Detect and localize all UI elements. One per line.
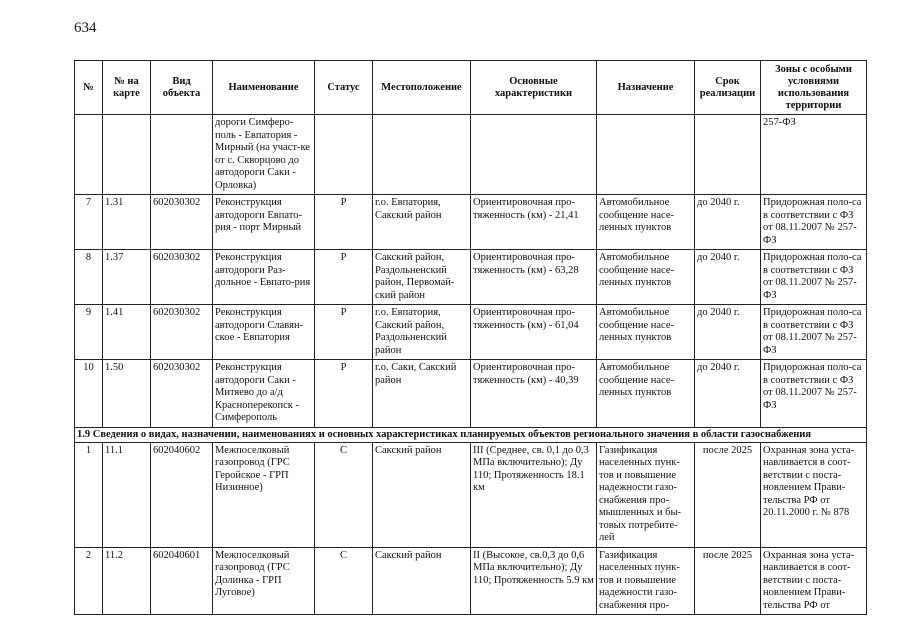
zones-cell: Придорожная поло-са в соответствии с ФЗ от 08.11.2007 № 257-ФЗ — [761, 360, 867, 428]
status-cell: Р — [315, 250, 373, 305]
map-number: 1.41 — [103, 305, 151, 360]
object-type: 602030302 — [151, 305, 213, 360]
table-row — [75, 305, 867, 360]
map-number: 1.31 — [103, 195, 151, 250]
page-number: 634 — [74, 20, 97, 36]
location-cell: г.о. Евпатория, Сакский район — [373, 195, 471, 250]
characteristics-cell: II (Высокое, св.0,3 до 0,6 МПа включительно); Ду 110; Протяженность 5.9 км — [471, 547, 597, 615]
header-row — [75, 61, 867, 115]
name-cell: Реконструкция автодороги Славян-ское - Евпатория — [213, 305, 315, 360]
object-type: 602040602 — [151, 442, 213, 547]
table-row — [75, 115, 867, 195]
object-type: 602030302 — [151, 195, 213, 250]
table-row — [75, 360, 867, 428]
zones-cell: Придорожная поло-са в соответствии с ФЗ от 08.11.2007 № 257-ФЗ — [761, 250, 867, 305]
location-cell: г.о. Евпатория, Сакский район, Раздольненский район — [373, 305, 471, 360]
row-number: 7 — [75, 195, 103, 250]
status-cell: Р — [315, 360, 373, 428]
purpose-cell: Автомобильное сообщение насе-ленных пунктов — [597, 250, 695, 305]
map-number: 1.50 — [103, 360, 151, 428]
characteristics-cell: Ориентировочная про-тяженность (км) - 40,39 — [471, 360, 597, 428]
header-cell: Статус — [315, 61, 373, 115]
characteristics-cell: Ориентировочная про-тяженность (км) - 61,04 — [471, 305, 597, 360]
section-title: 1.9 Сведения о видах, назначении, наименованиях и основных характеристиках планируемых объектов регионального значения в области газоснабжения — [75, 427, 867, 442]
term-cell: до 2040 г. — [695, 250, 761, 305]
header-cell: Местоположение — [373, 61, 471, 115]
map-number: 11.2 — [103, 547, 151, 615]
characteristics-cell: III (Среднее, св. 0,1 до 0,3 МПа включительно); Ду 110; Протяженность 18.1 км — [471, 442, 597, 547]
name-cell: Реконструкция автодороги Раз-дольное - Евпато-рия — [213, 250, 315, 305]
header-cell: Срок реализации — [695, 61, 761, 115]
object-type: 602030302 — [151, 250, 213, 305]
header-cell: Наименование — [213, 61, 315, 115]
header-cell: Зоны с особыми условиями использования территории — [761, 61, 867, 115]
purpose-cell: Газификация населенных пунк-тов и повышение надежности газо-снабжения про- — [597, 547, 695, 615]
name-cell: Межпоселковый газопровод (ГРС Геройское - ГРП Низинное) — [213, 442, 315, 547]
header-cell: Назначение — [597, 61, 695, 115]
zones-cell: Придорожная поло-са в соответствии с ФЗ от 08.11.2007 № 257-ФЗ — [761, 305, 867, 360]
term-cell: до 2040 г. — [695, 195, 761, 250]
name-cell: Реконструкция автодороги Евпато-рия - порт Мирный — [213, 195, 315, 250]
term-cell: после 2025 — [695, 442, 761, 547]
status-cell: Р — [315, 305, 373, 360]
location-cell: Сакский район — [373, 442, 471, 547]
row-number: 10 — [75, 360, 103, 428]
objects-table — [74, 60, 867, 615]
characteristics-cell: Ориентировочная про-тяженность (км) - 21,41 — [471, 195, 597, 250]
purpose-cell: Автомобильное сообщение насе-ленных пунктов — [597, 305, 695, 360]
map-number: 1.37 — [103, 250, 151, 305]
row-number: 8 — [75, 250, 103, 305]
header-cell: № — [75, 61, 103, 115]
table-row — [75, 442, 867, 547]
term-cell: до 2040 г. — [695, 360, 761, 428]
status-cell: С — [315, 442, 373, 547]
object-type: 602040601 — [151, 547, 213, 615]
object-type: 602030302 — [151, 360, 213, 428]
table-row — [75, 195, 867, 250]
characteristics-cell: Ориентировочная про-тяженность (км) - 63,28 — [471, 250, 597, 305]
map-number: 11.1 — [103, 442, 151, 547]
table-row — [75, 250, 867, 305]
purpose-cell: Автомобильное сообщение насе-ленных пунктов — [597, 195, 695, 250]
table-row — [75, 547, 867, 615]
purpose-cell: Автомобильное сообщение насе-ленных пунктов — [597, 360, 695, 428]
purpose-cell: Газификация населенных пунк-тов и повышение надежности газо-снабжения про-мышленных и бы-товых потребите-лей — [597, 442, 695, 547]
term-cell: до 2040 г. — [695, 305, 761, 360]
location-cell: Сакский район, Раздольненский район, Первомай-ский район — [373, 250, 471, 305]
row-number: 9 — [75, 305, 103, 360]
zones-cell: Охранная зона уста-навливается в соот-ветствии с поста-новлением Прави-тельства РФ от 20.11.2000 г. № 878 — [761, 442, 867, 547]
location-cell: Сакский район — [373, 547, 471, 615]
zones-cell: 257-ФЗ — [761, 115, 867, 195]
row-number: 1 — [75, 442, 103, 547]
status-cell: Р — [315, 195, 373, 250]
zones-cell: Охранная зона уста-навливается в соот-ветствии с поста-новлением Прави-тельства РФ от — [761, 547, 867, 615]
status-cell: С — [315, 547, 373, 615]
term-cell: после 2025 — [695, 547, 761, 615]
section-row — [75, 427, 867, 442]
header-cell: Основные характеристики — [471, 61, 597, 115]
name-cell: Реконструкция автодороги Саки - Митяево до а/д Красноперекопск - Симферополь — [213, 360, 315, 428]
name-cell: дороги Симферо-поль - Евпатория - Мирный (на участ-ке от с. Скворцово до автодороги Саки - Орловка) — [213, 115, 315, 195]
row-number: 2 — [75, 547, 103, 615]
header-cell: № на карте — [103, 61, 151, 115]
zones-cell: Придорожная поло-са в соответствии с ФЗ от 08.11.2007 № 257-ФЗ — [761, 195, 867, 250]
location-cell: г.о. Саки, Сакский район — [373, 360, 471, 428]
header-cell: Вид объекта — [151, 61, 213, 115]
name-cell: Межпоселковый газопровод (ГРС Долинка - ГРП Луговое) — [213, 547, 315, 615]
